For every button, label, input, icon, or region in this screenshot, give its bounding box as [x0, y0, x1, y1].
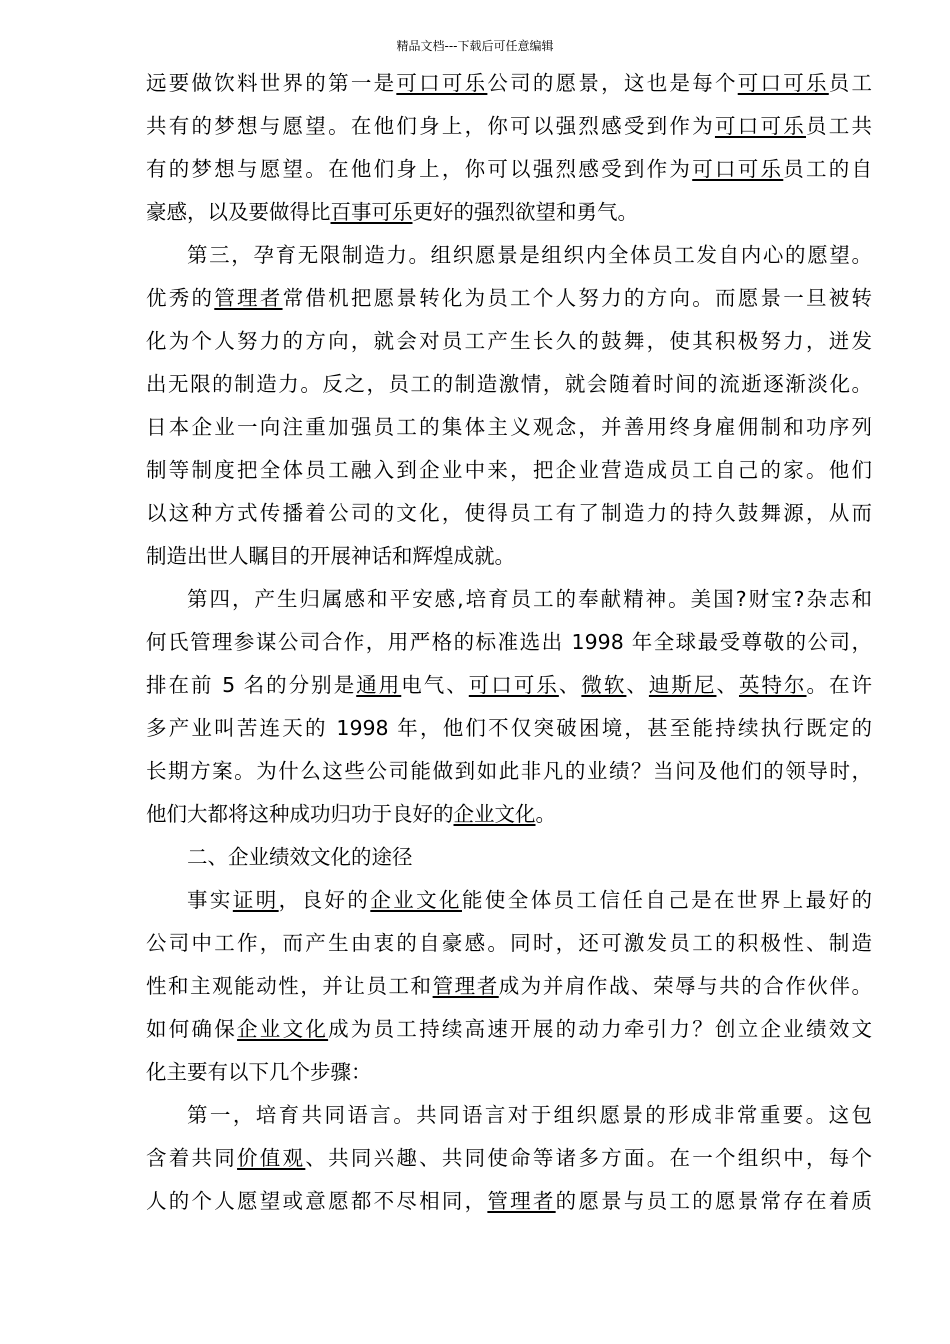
- text-segment: 第三，孕育无限制造力。组织愿景是组织内全体员工发自内心的愿望。: [187, 243, 872, 267]
- text-line: [146, 922, 872, 965]
- text-segment: 、: [626, 673, 649, 697]
- underlined-term: 可口可乐: [692, 157, 784, 181]
- text-line: [146, 793, 872, 836]
- text-segment: 公司中工作，而产生由衷的自豪感。同时，还可激发员工的积极性、制造: [146, 931, 872, 955]
- underlined-term: 管理者: [214, 286, 283, 310]
- text-segment: 更好的强烈欲望和勇气。: [412, 200, 638, 224]
- text-line: [146, 234, 872, 277]
- text-segment: 员工: [828, 71, 872, 95]
- text-line: [146, 664, 872, 707]
- text-segment: 出无限的制造力。反之，员工的制造激情，就会随着时间的流逝逐渐淡化。: [146, 372, 872, 396]
- text-line: [146, 750, 872, 793]
- text-line: [146, 363, 872, 406]
- text-segment: 以这种方式传播着公司的文化，使得员工有了制造力的持久鼓舞源，从而: [146, 501, 872, 525]
- text-line: [146, 62, 872, 105]
- page-header: 精品文档---下载后可任意编辑: [396, 39, 554, 53]
- text-segment: 员工共: [806, 114, 872, 138]
- text-line: [146, 320, 872, 363]
- text-segment: 成为员工持续高速开展的动力牵引力？创立企业绩效文: [328, 1017, 872, 1041]
- text-line: [146, 1051, 872, 1094]
- text-line: [146, 1094, 872, 1137]
- text-segment: 豪感，以及要做得比: [146, 200, 331, 224]
- text-line: [146, 621, 872, 664]
- text-line: [146, 492, 872, 535]
- underlined-term: 英特尔: [738, 673, 807, 697]
- text-segment: 的愿景与员工的愿景常存在着质: [555, 1189, 872, 1213]
- text-segment: 、: [558, 673, 582, 697]
- text-segment: 常借机把愿景转化为员工个人努力的方向。而愿景一旦被转: [282, 286, 872, 310]
- text-segment: 如何确保: [146, 1017, 238, 1041]
- text-segment: 公司的愿景，这也是每个: [487, 71, 738, 95]
- text-segment: 第一，培育共同语言。共同语言对于组织愿景的形成非常重要。这包: [187, 1103, 872, 1127]
- text-line: [146, 535, 872, 578]
- text-line: [146, 449, 872, 492]
- text-line: [146, 1008, 872, 1051]
- text-line: [146, 836, 872, 879]
- underlined-term: 证明: [232, 888, 279, 912]
- text-segment: 人的个人愿望或意愿都不尽相同，: [146, 1189, 488, 1213]
- text-segment: ，良好的: [278, 888, 371, 912]
- text-segment: 有的梦想与愿望。在他们身上，你可以强烈感受到作为: [146, 157, 693, 181]
- underlined-term: 百事可乐: [330, 200, 413, 224]
- underlined-term: 可口可乐: [737, 71, 829, 95]
- text-segment: 性和主观能动性，并让员工和: [146, 974, 433, 998]
- text-segment: 制等制度把全体员工融入到企业中来，把企业营造成员工自己的家。他们: [146, 458, 872, 482]
- text-segment: 二、企业绩效文化的途径: [187, 845, 413, 869]
- text-line: [146, 406, 872, 449]
- text-segment: 化主要有以下几个步骤：: [146, 1060, 372, 1084]
- text-segment: 制造出世人瞩目的开展神话和辉煌成就。: [146, 544, 515, 568]
- text-segment: 含着共同: [146, 1146, 238, 1170]
- text-line: [146, 965, 872, 1008]
- text-line: [146, 105, 872, 148]
- underlined-term: 通用: [356, 673, 402, 697]
- text-segment: 远要做饮料世界的第一是: [146, 71, 397, 95]
- text-segment: 他们大都将这种成功归功于良好的: [146, 802, 454, 826]
- text-line: [146, 191, 872, 234]
- text-segment: 电气、: [401, 673, 469, 697]
- text-segment: 第四，产生归属感和平安感,培育员工的奉献精神。美国?财宝?杂志和: [187, 587, 872, 611]
- underlined-term: 企业文化: [370, 888, 462, 912]
- text-segment: 排在前 5 名的分别是: [146, 673, 357, 697]
- text-segment: 。在许: [806, 673, 872, 697]
- text-segment: 成为并肩作战、荣辱与共的合作伙伴。: [498, 974, 872, 998]
- document-body: [146, 62, 872, 1223]
- text-segment: 长期方案。为什么这些公司能做到如此非凡的业绩？当问及他们的领导时，: [146, 759, 872, 783]
- text-line: [146, 1180, 872, 1223]
- text-line: [146, 578, 872, 621]
- underlined-term: 企业文化: [237, 1017, 329, 1041]
- text-segment: 。: [535, 802, 556, 826]
- text-line: [146, 148, 872, 191]
- text-segment: 日本企业一向注重加强员工的集体主义观念，并善用终身雇佣制和功序列: [146, 415, 872, 439]
- underlined-term: 管理者: [487, 1189, 556, 1213]
- text-segment: 、: [716, 673, 739, 697]
- underlined-term: 可口可乐: [396, 71, 488, 95]
- underlined-term: 价值观: [237, 1146, 306, 1170]
- text-segment: 多产业叫苦连天的 1998 年，他们不仅突破困境，甚至能持续执行既定的: [146, 716, 872, 740]
- text-line: [146, 277, 872, 320]
- text-line: [146, 879, 872, 922]
- underlined-term: 管理者: [432, 974, 499, 998]
- underlined-term: 可口可乐: [714, 114, 806, 138]
- underlined-term: 微软: [581, 673, 627, 697]
- text-segment: 何氏管理参谋公司合作，用严格的标准选出 1998 年全球最受尊敬的公司，: [146, 630, 872, 654]
- text-line: [146, 707, 872, 750]
- text-segment: 员工的自: [783, 157, 872, 181]
- text-segment: 、共同兴趣、共同使命等诸多方面。在一个组织中，每个: [305, 1146, 872, 1170]
- text-line: [146, 1137, 872, 1180]
- text-segment: 化为个人努力的方向，就会对员工产生长久的鼓舞，使其积极努力，迸发: [146, 329, 872, 353]
- text-segment: 事实: [187, 888, 233, 912]
- underlined-term: 迪斯尼: [648, 673, 717, 697]
- underlined-term: 可口可乐: [468, 673, 559, 697]
- text-segment: 优秀的: [146, 286, 215, 310]
- underlined-term: 企业文化: [453, 802, 536, 826]
- text-segment: 共有的梦想与愿望。在他们身上，你可以强烈感受到作为: [146, 114, 715, 138]
- text-segment: 能使全体员工信任自己是在世界上最好的: [461, 888, 872, 912]
